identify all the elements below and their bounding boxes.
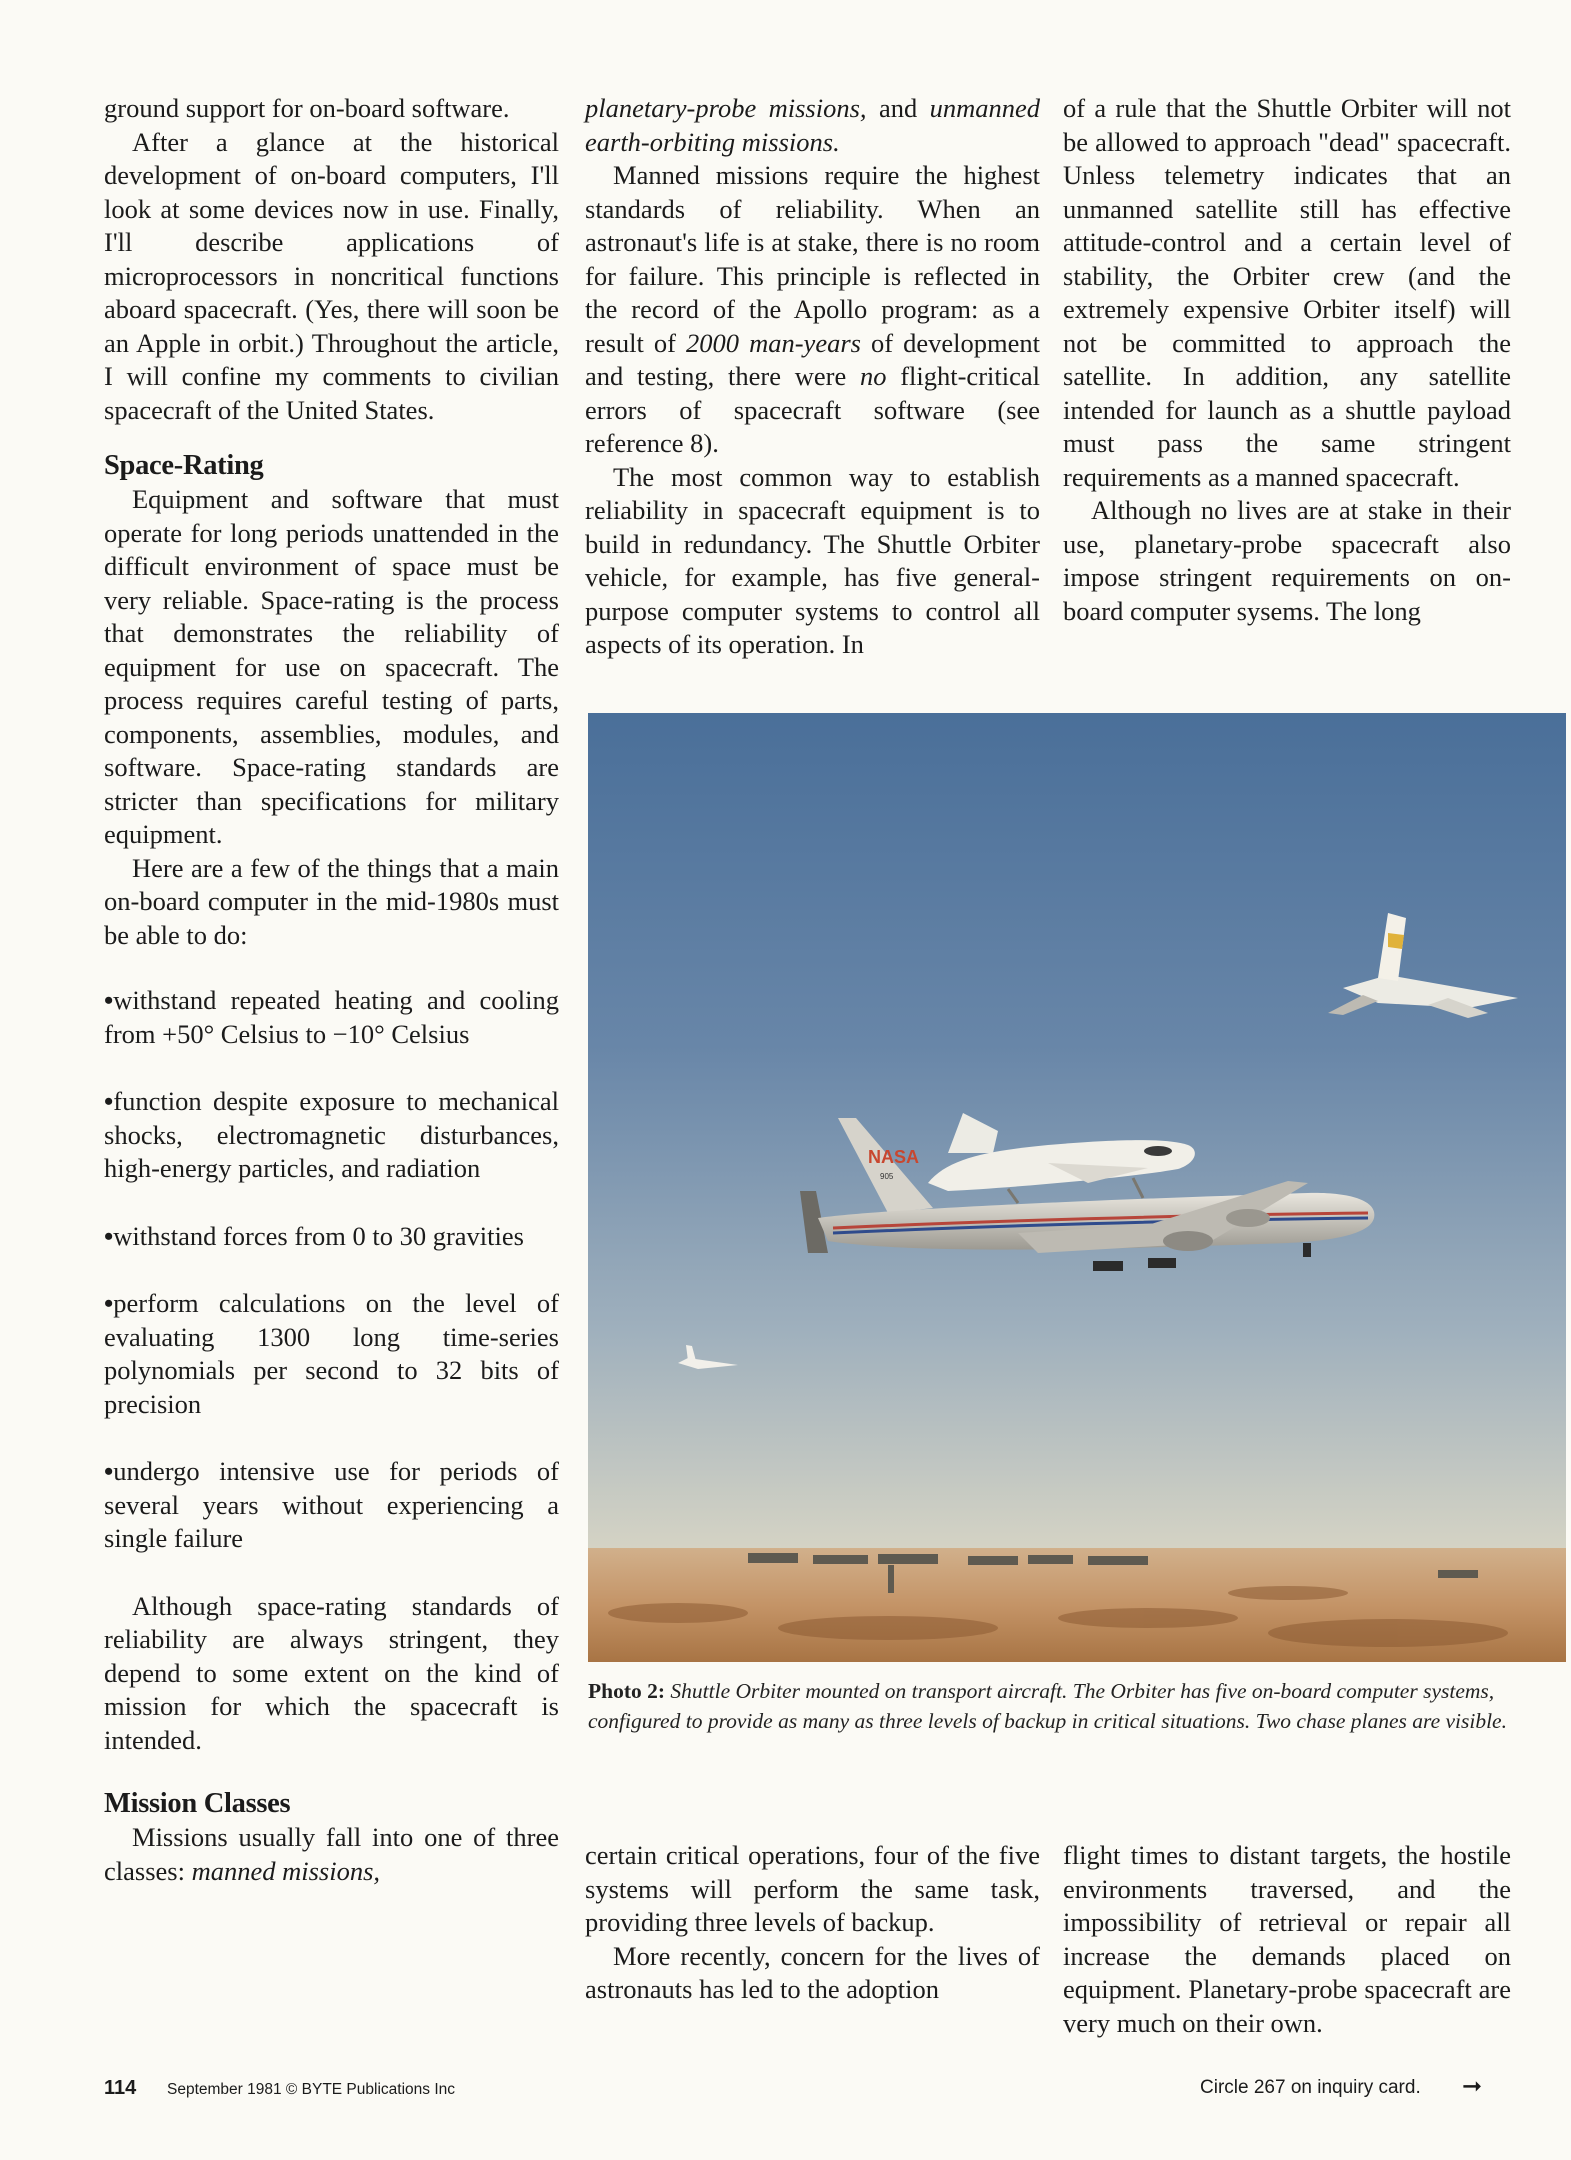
section-heading-mission-classes: Mission Classes xyxy=(104,1788,291,1819)
footer-date: September 1981 © BYTE Publications Inc xyxy=(167,2081,455,2098)
bullet-icon: • xyxy=(104,1288,114,1318)
paragraph: The most common way to establish reliability in spacecraft equipment is to build in redundancy. The Shuttle Orbiter vehicle, for example, has five general-purpose computer systems to control all aspects of its operation. In xyxy=(585,461,1040,659)
list-item: •withstand forces from 0 to 30 gravities xyxy=(104,1220,524,1251)
column-3 xyxy=(1063,92,1511,628)
paragraph: Missions usually fall into one of three classes: manned missions, xyxy=(104,1822,559,1886)
column-2-bottom xyxy=(585,1839,1040,2007)
shuttle-photo xyxy=(588,713,1566,1662)
shuttle-on-747-illustration xyxy=(588,713,1566,1662)
list-item: •function despite exposure to mechanical shocks, electromagnetic disturbances, high-energy particles, and radiation xyxy=(104,1086,559,1183)
paragraph: More recently, concern for the lives of astronauts has led to the adoption xyxy=(585,1940,1040,2004)
list-item: •perform calculations on the level of evaluating 1300 long time-series polynomials per second to 32 bits of precision xyxy=(104,1288,559,1419)
bullet-icon: • xyxy=(104,1220,114,1251)
paragraph: of a rule that the Shuttle Orbiter will not be allowed to approach "dead" spacecraft. Unless telemetry indicates that an unmanned satellite still has effective attitude-control and a certain level of stability, the Orbiter crew (and the extremely expensive Orbiter itself) will not be committed to approach the satellite. In addition, any satellite intended for launch as a shuttle payload must pass the same stringent requirements as a manned spacecraft. xyxy=(1063,93,1511,492)
tail-number: 905 xyxy=(880,1172,894,1181)
page-number: 114 xyxy=(104,2077,137,2099)
arrow-right-icon: ➞ xyxy=(1462,2073,1483,2100)
inquiry-note: Circle 267 on inquiry card. xyxy=(1200,2077,1421,2098)
bullet-icon: • xyxy=(104,1086,114,1116)
paragraph: Here are a few of the things that a main on-board computer in the mid-1980s must be able to do: xyxy=(104,852,559,950)
bullet-icon: • xyxy=(104,985,114,1015)
nasa-logo: NASA xyxy=(868,1147,920,1167)
paragraph: Although no lives are at stake in their use, planetary-probe spacecraft also impose stringent requirements on on-board computer sysems. The long xyxy=(1063,495,1511,626)
paragraph: planetary-probe missions, and unmanned earth-orbiting missions. xyxy=(585,93,1040,157)
paragraph: certain critical operations, four of the five systems will perform the same task, providing three levels of backup. xyxy=(585,1840,1040,1937)
photo-caption: Photo 2: Shuttle Orbiter mounted on transport aircraft. The Orbiter has five on-board computer systems, configured to provide as many as three levels of backup in critical situations. Two chase planes are visible. xyxy=(588,1679,1507,1733)
section-heading-space-rating: Space-Rating xyxy=(104,450,264,481)
list-item: •undergo intensive use for periods of several years without experiencing a single failure xyxy=(104,1456,559,1553)
paragraph: Equipment and software that must operate for long periods unattended in the difficult environment of space must be very reliable. Space-rating is the process that demonstrates the reliability of equipment for use on spacecraft. The process requires careful testing of parts, components, assemblies, modules, and software. Space-rating standards are stricter than specifications for military equipment. xyxy=(104,484,559,849)
sky xyxy=(588,713,1566,1662)
requirements-list xyxy=(104,984,559,1556)
column-2 xyxy=(585,92,1040,662)
column-1 xyxy=(104,92,559,1888)
bullet-icon: • xyxy=(104,1456,114,1486)
list-item: •withstand repeated heating and cooling from +50° Celsius to −10° Celsius xyxy=(104,985,559,1049)
paragraph: Although space-rating standards of reliability are always stringent, they depend to some extent on the kind of mission for which the spacecraft is intended. xyxy=(104,1590,559,1755)
column-3-bottom xyxy=(1063,1839,1511,2040)
paragraph: flight times to distant targets, the hostile environments traversed, and the impossibility of retrieval or repair all increase the demands placed on equipment. Planetary-probe spacecraft are very much on their own. xyxy=(1063,1840,1511,2038)
paragraph: ground support for on-board software. xyxy=(104,93,510,123)
paragraph: After a glance at the historical development of on-board computers, I'll look at some devices now in use. Finally, I'll describe applications of microprocessors in noncritical functions aboard spacecraft. (Yes, there will soon be an Apple in orbit.) Throughout the article, I will confine my comments to civilian spacecraft of the United States. xyxy=(104,126,559,425)
paragraph: Manned missions require the highest standards of reliability. When an astronaut's life is at stake, there is no room for failure. This principle is reflected in the record of the Apollo program: as a result of 2000 man-years of development and testing, there were no flight-critical errors of spacecraft software (see reference 8). xyxy=(585,160,1040,458)
